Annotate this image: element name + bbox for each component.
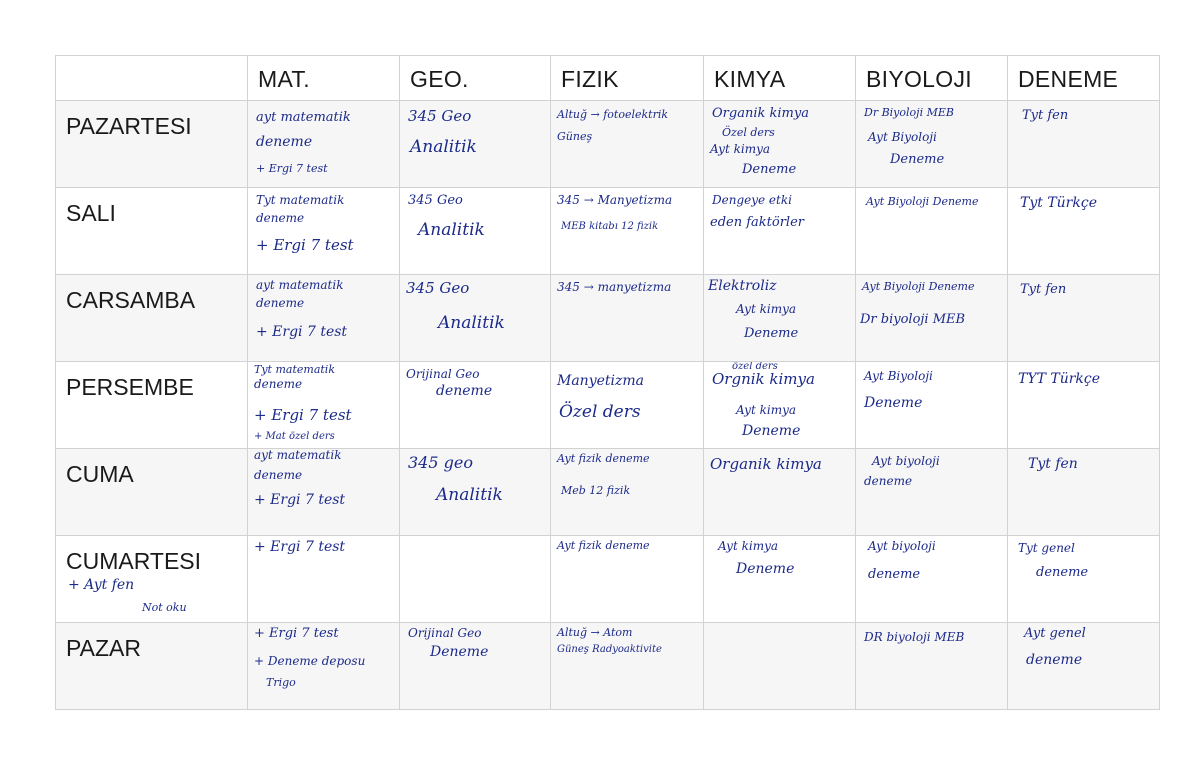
table-row bbox=[56, 362, 1160, 449]
handwritten-entry: Analitik bbox=[438, 313, 505, 333]
handwritten-entry: Deneme bbox=[430, 644, 489, 660]
handwritten-entry: Ayt kimya bbox=[710, 142, 771, 156]
handwritten-entry: Tyt genel bbox=[1018, 541, 1075, 555]
day-label: PAZARTESI bbox=[66, 113, 192, 139]
schedule-cell bbox=[551, 536, 704, 623]
schedule-cell bbox=[1008, 101, 1160, 188]
table-row bbox=[56, 623, 1160, 710]
schedule-cell bbox=[1008, 623, 1160, 710]
handwritten-entry: ayt matematik bbox=[256, 278, 344, 292]
schedule-cell bbox=[1008, 362, 1160, 449]
day-label: CUMARTESI bbox=[66, 548, 202, 574]
table-row bbox=[56, 536, 1160, 623]
handwritten-entry: Dr biyoloji MEB bbox=[860, 312, 966, 327]
header-cell-geo bbox=[400, 56, 551, 101]
schedule-cell bbox=[551, 623, 704, 710]
schedule-cell bbox=[1008, 188, 1160, 275]
schedule-cell bbox=[400, 536, 551, 623]
day-label: CUMA bbox=[66, 461, 134, 487]
handwritten-entry: Tyt Türkçe bbox=[1020, 195, 1097, 211]
handwritten-entry: Analitik bbox=[418, 220, 485, 240]
schedule-cell bbox=[551, 101, 704, 188]
day-label: PERSEMBE bbox=[66, 374, 194, 400]
schedule-cell bbox=[856, 275, 1008, 362]
handwritten-entry: deneme bbox=[254, 468, 303, 482]
handwritten-entry: deneme bbox=[254, 377, 303, 391]
handwritten-entry: ayt matematik bbox=[256, 110, 351, 125]
header-row bbox=[56, 56, 1160, 101]
handwritten-entry: Deneme bbox=[742, 423, 801, 439]
handwritten-entry: deneme bbox=[256, 211, 305, 225]
handwritten-entry: Tyt fen bbox=[1020, 282, 1067, 297]
handwritten-entry: Özel ders bbox=[722, 126, 775, 139]
handwritten-entry: deneme bbox=[256, 134, 313, 150]
handwritten-entry: Altuğ → Atom bbox=[557, 626, 633, 639]
handwritten-entry: Ayt Biyoloji Deneme bbox=[862, 280, 975, 293]
schedule-cell bbox=[1008, 536, 1160, 623]
schedule-cell bbox=[551, 362, 704, 449]
day-cell bbox=[56, 449, 248, 536]
handwritten-entry: Ayt fizik deneme bbox=[557, 539, 650, 552]
handwritten-entry: Özel ders bbox=[559, 402, 641, 422]
day-cell bbox=[56, 536, 248, 623]
handwritten-entry: Orgnik kimya bbox=[712, 370, 815, 388]
handwritten-entry: 345 Geo bbox=[408, 193, 463, 208]
schedule-cell bbox=[400, 101, 551, 188]
schedule-cell bbox=[704, 449, 856, 536]
handwritten-entry: Ayt kimya bbox=[736, 403, 797, 417]
schedule-cell bbox=[856, 362, 1008, 449]
handwritten-entry: Ayt Biyoloji bbox=[868, 130, 937, 144]
handwritten-entry: 345 Geo bbox=[406, 279, 470, 297]
handwritten-entry: Deneme bbox=[864, 395, 923, 411]
day-label: SALI bbox=[66, 200, 116, 226]
handwritten-entry: Meb 12 fizik bbox=[561, 484, 631, 497]
handwritten-note: Not oku bbox=[142, 601, 187, 614]
handwritten-entry: deneme bbox=[1026, 652, 1083, 668]
handwritten-entry: 345 → manyetizma bbox=[557, 280, 672, 294]
day-cell bbox=[56, 101, 248, 188]
schedule-cell bbox=[400, 362, 551, 449]
handwritten-entry: Analitik bbox=[410, 137, 477, 157]
handwritten-entry: TYT Türkçe bbox=[1018, 371, 1101, 387]
schedule-cell bbox=[1008, 449, 1160, 536]
handwritten-entry: Deneme bbox=[736, 561, 795, 577]
schedule-cell bbox=[248, 275, 400, 362]
schedule-cell bbox=[856, 449, 1008, 536]
handwritten-entry: Orijinal Geo bbox=[408, 626, 482, 640]
handwritten-entry: Dr Biyoloji MEB bbox=[864, 106, 954, 119]
table-row bbox=[56, 101, 1160, 188]
schedule-cell bbox=[400, 623, 551, 710]
schedule-cell bbox=[551, 449, 704, 536]
handwritten-entry: deneme bbox=[436, 383, 493, 399]
handwritten-entry: Deneme bbox=[742, 162, 797, 177]
schedule-cell bbox=[704, 275, 856, 362]
schedule-cell bbox=[551, 275, 704, 362]
handwritten-entry: MEB kitabı 12 fizik bbox=[561, 221, 659, 232]
handwritten-entry: Organik kimya bbox=[710, 455, 822, 473]
handwritten-entry: Deneme bbox=[744, 326, 799, 341]
schedule-cell bbox=[248, 623, 400, 710]
table-row bbox=[56, 188, 1160, 275]
day-cell bbox=[56, 188, 248, 275]
schedule-cell bbox=[551, 188, 704, 275]
handwritten-entry: deneme bbox=[864, 474, 913, 488]
schedule-cell bbox=[248, 188, 400, 275]
handwritten-entry: Manyetizma bbox=[557, 373, 644, 389]
handwritten-entry: 345 Geo bbox=[408, 107, 472, 125]
handwritten-entry: Ayt genel bbox=[1024, 626, 1086, 641]
handwritten-entry: Ayt Biyoloji Deneme bbox=[866, 195, 979, 208]
handwritten-entry: özel ders bbox=[732, 361, 778, 372]
header-cell-fizik bbox=[551, 56, 704, 101]
schedule-cell bbox=[856, 536, 1008, 623]
handwritten-entry: + Ergi 7 test bbox=[256, 324, 348, 340]
schedule-cell bbox=[856, 101, 1008, 188]
handwritten-entry: DR biyoloji MEB bbox=[864, 630, 965, 644]
schedule-cell bbox=[400, 188, 551, 275]
header-cell-biyoloji bbox=[856, 56, 1008, 101]
handwritten-entry: Tyt matematik bbox=[256, 193, 345, 207]
schedule-cell bbox=[1008, 275, 1160, 362]
header-label: FIZIK bbox=[561, 66, 619, 92]
handwritten-entry: + Deneme deposu bbox=[254, 654, 366, 668]
schedule-cell bbox=[856, 188, 1008, 275]
handwritten-entry: Ayt biyoloji bbox=[868, 539, 936, 553]
handwritten-entry: Güneş bbox=[557, 130, 593, 143]
schedule-cell bbox=[400, 275, 551, 362]
header-label: DENEME bbox=[1018, 66, 1119, 92]
schedule-cell bbox=[400, 449, 551, 536]
schedule-cell bbox=[248, 449, 400, 536]
header-corner-cell bbox=[56, 56, 248, 101]
handwritten-entry: Dengeye etki bbox=[712, 193, 792, 207]
handwritten-entry: + Ergi 7 test bbox=[254, 406, 352, 424]
schedule-cell bbox=[704, 362, 856, 449]
handwritten-entry: + Ergi 7 test bbox=[256, 162, 328, 175]
handwritten-entry: Ayt kimya bbox=[736, 302, 797, 316]
handwritten-entry: + Ergi 7 test bbox=[254, 626, 339, 641]
handwritten-entry: 345 → Manyetizma bbox=[557, 193, 673, 207]
weekly-study-schedule bbox=[55, 55, 1160, 710]
schedule-cell bbox=[704, 188, 856, 275]
schedule-cell bbox=[704, 101, 856, 188]
handwritten-entry: + Ergi 7 test bbox=[254, 492, 346, 508]
handwritten-entry: Altuğ → fotoelektrik bbox=[557, 108, 669, 121]
handwritten-entry: Tyt fen bbox=[1022, 108, 1069, 123]
handwritten-entry: 345 geo bbox=[408, 453, 473, 472]
handwritten-entry: + Ergi 7 test bbox=[254, 539, 346, 555]
header-label: KIMYA bbox=[714, 66, 786, 92]
header-label: MAT. bbox=[258, 66, 310, 92]
header-label: GEO. bbox=[410, 66, 469, 92]
handwritten-entry: Trigo bbox=[266, 676, 296, 689]
handwritten-entry: Tyt fen bbox=[1028, 456, 1078, 472]
header-cell-kimya bbox=[704, 56, 856, 101]
handwritten-entry: Ayt Biyoloji bbox=[864, 369, 933, 383]
day-cell bbox=[56, 362, 248, 449]
schedule-cell bbox=[248, 101, 400, 188]
day-cell bbox=[56, 275, 248, 362]
handwritten-entry: Ayt fizik deneme bbox=[557, 452, 650, 465]
handwritten-note: + Ayt fen bbox=[68, 577, 135, 593]
header-label: BIYOLOJI bbox=[866, 66, 972, 92]
handwritten-entry: deneme bbox=[868, 567, 921, 582]
schedule-cell bbox=[856, 623, 1008, 710]
handwritten-entry: Ayt biyoloji bbox=[872, 454, 940, 468]
handwritten-entry: Deneme bbox=[890, 152, 945, 167]
day-cell bbox=[56, 623, 248, 710]
schedule-cell bbox=[248, 536, 400, 623]
handwritten-entry: eden faktörler bbox=[710, 215, 804, 230]
handwritten-entry: Orijinal Geo bbox=[406, 367, 480, 381]
handwritten-entry: deneme bbox=[1036, 565, 1089, 580]
header-cell-mat bbox=[248, 56, 400, 101]
handwritten-entry: Organik kimya bbox=[712, 106, 809, 121]
table-row bbox=[56, 449, 1160, 536]
handwritten-entry: Analitik bbox=[436, 485, 503, 505]
handwritten-entry: + Ergi 7 test bbox=[256, 236, 354, 254]
schedule-cell bbox=[704, 536, 856, 623]
schedule-cell bbox=[704, 623, 856, 710]
day-label: PAZAR bbox=[66, 635, 141, 661]
handwritten-entry: Güneş Radyoaktivite bbox=[557, 644, 662, 655]
handwritten-entry: Tyt matematik bbox=[254, 363, 335, 376]
day-label: CARSAMBA bbox=[66, 287, 196, 313]
schedule-cell bbox=[248, 362, 400, 449]
header-cell-deneme bbox=[1008, 56, 1160, 101]
handwritten-entry: + Mat özel ders bbox=[254, 431, 335, 442]
handwritten-entry: Elektroliz bbox=[708, 278, 777, 294]
handwritten-entry: Ayt kimya bbox=[718, 539, 779, 553]
handwritten-entry: ayt matematik bbox=[254, 448, 342, 462]
table-row bbox=[56, 275, 1160, 362]
handwritten-entry: deneme bbox=[256, 296, 305, 310]
